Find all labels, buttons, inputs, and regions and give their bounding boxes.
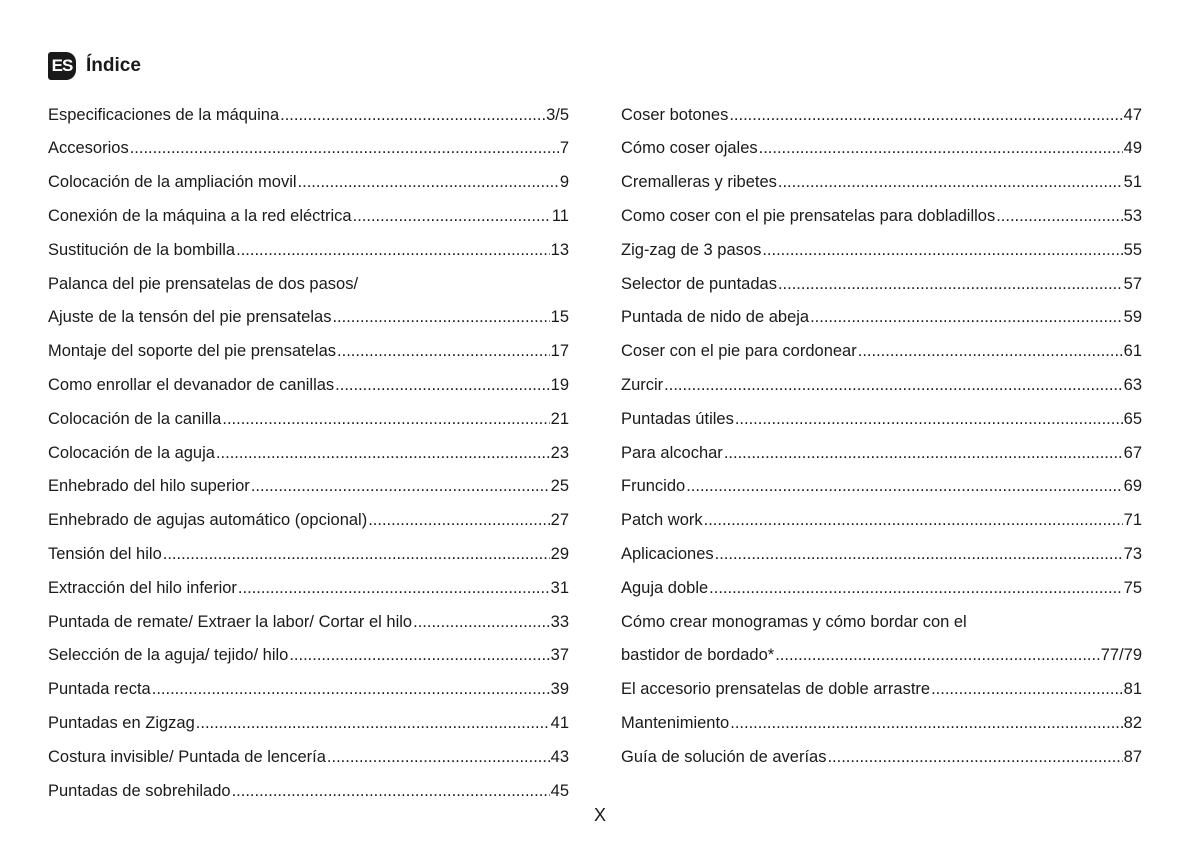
toc-entry-page: 19 [550,376,569,395]
toc-entry[interactable] [621,335,1142,369]
toc-entry-label: Ajuste de la tensón del pie prensatelas [48,308,332,327]
dot-leader [163,546,550,563]
toc-entry-label: Costura invisible/ Puntada de lencería [48,747,326,766]
toc-entry[interactable] [48,436,569,470]
dot-leader [337,343,550,360]
dot-leader [196,715,550,732]
dot-leader [413,614,550,631]
toc-entry[interactable] [48,740,569,774]
toc-entry[interactable] [621,402,1142,436]
toc-entry-page: 41 [550,713,569,732]
toc-entry-label: Tensión del hilo [48,545,162,563]
toc-entry[interactable] [48,605,569,639]
toc-entry-page: 87 [1123,747,1142,766]
dot-leader [759,140,1123,157]
toc-entry[interactable] [621,673,1142,707]
toc-entry-page: 55 [1123,240,1142,259]
toc-entry[interactable] [48,402,569,436]
toc-entry[interactable] [621,436,1142,470]
toc-entry[interactable] [48,537,569,571]
page-header [48,52,141,80]
language-badge: ES [48,52,76,80]
toc-entry[interactable] [48,132,569,166]
toc-entry-page: 73 [1123,545,1142,563]
toc-entry[interactable] [621,571,1142,605]
toc-entry[interactable] [48,774,569,808]
toc-entry-page: 69 [1123,477,1142,496]
toc-entry-label: Colocación de la ampliación movil [48,173,297,192]
toc-entry-label: Puntada de remate/ Extraer la labor/ Cortar el hilo [48,612,413,631]
page-title: Índice [86,55,141,76]
toc-entry-label: Puntada recta [48,680,151,699]
toc-entry[interactable] [48,199,569,233]
dot-leader [775,647,1100,664]
toc-entry[interactable] [48,571,569,605]
toc-entry-label: Patch work [621,511,703,530]
toc-entry-label: Para alcochar [621,443,723,462]
toc-entry[interactable] [48,368,569,402]
dot-leader [353,208,551,225]
toc-entry-label: Como enrollar el devanador de canillas [48,376,335,395]
toc-entry[interactable] [621,98,1142,132]
toc-entry-page: 17 [550,342,569,361]
toc-entry[interactable] [621,706,1142,740]
toc-entry-page: 61 [1123,342,1142,361]
dot-leader [664,377,1122,394]
dot-leader [130,140,559,157]
toc-entry-page: 45 [550,781,569,800]
toc-column-right [621,98,1142,774]
toc-entry-label: Como coser con el pie prensatelas para dobladillos [621,207,996,226]
toc-entry[interactable] [48,639,569,673]
dot-leader [709,580,1122,597]
toc-entry-page: 13 [550,240,569,259]
toc-entry[interactable] [621,267,1142,301]
toc-entry-page: 21 [550,409,569,428]
dot-leader [715,546,1123,563]
toc-entry[interactable] [48,267,569,301]
page-number: X [593,805,606,825]
toc-entry[interactable] [621,368,1142,402]
toc-entry[interactable] [48,335,569,369]
toc-entry[interactable] [621,233,1142,267]
toc-entry-label: Puntadas útiles [621,409,734,428]
toc-entry-page: 65 [1123,409,1142,428]
dot-leader [298,174,559,191]
toc-entry-page: 15 [550,308,569,327]
toc-entry-page: 57 [1123,274,1142,293]
toc-entry-label: Extracción del hilo inferior [48,578,237,597]
toc-entry-label: Cómo crear monogramas y cómo bordar con el [621,612,967,631]
toc-entry-page: 47 [1123,105,1142,124]
dot-leader [996,208,1122,225]
toc-entry-label: Selección de la aguja/ tejido/ hilo [48,646,289,665]
toc-entry[interactable] [621,166,1142,200]
toc-entry-label: Cremalleras y ribetes [621,173,777,192]
dot-leader [152,681,550,698]
toc-entry-page: 53 [1123,207,1142,226]
toc-entry-page: 29 [550,545,569,563]
toc-entry-label: Fruncido [621,477,686,496]
toc-column-left [48,98,569,808]
toc-entry-label: Conexión de la máquina a la red eléctrica [48,207,352,226]
dot-leader [236,242,550,259]
dot-leader [686,478,1122,495]
toc-entry-label: Coser botones [621,105,729,124]
dot-leader [280,107,545,124]
dot-leader [827,749,1122,766]
toc-entry-label: El accesorio prensatelas de doble arrastre [621,680,931,699]
toc-entry[interactable] [48,706,569,740]
toc-entry-page: 67 [1123,443,1142,462]
toc-entry-label: Puntadas en Zigzag [48,713,195,732]
dot-leader [232,783,550,800]
toc-entry-page: 71 [1123,511,1142,530]
toc-entry-label: Palanca del pie prensatelas de dos pasos/ [48,274,359,293]
toc-entry-page: 49 [1123,139,1142,158]
toc-entry-label: Cómo coser ojales [621,139,758,158]
toc-entry-page: 7 [559,139,569,158]
dot-leader [729,107,1122,124]
toc-entry-page: 27 [550,511,569,530]
toc-entry-label: bastidor de bordado* [621,646,775,665]
toc-entry-page: 11 [551,207,569,226]
toc-entry-page: 25 [550,477,569,496]
toc-entry[interactable] [48,470,569,504]
toc-entry-label: Zurcir [621,376,664,395]
toc-entry-page: 43 [550,747,569,766]
toc-entry-label: Puntada de nido de abeja [621,308,810,327]
toc-entry[interactable] [48,504,569,538]
toc-entry-label: Guía de solución de averías [621,747,827,766]
dot-leader [778,174,1123,191]
dot-leader [778,276,1123,293]
toc-entry[interactable] [48,233,569,267]
dot-leader [931,681,1123,698]
toc-entry[interactable] [621,605,1142,639]
dot-leader [704,512,1123,529]
toc-entry-label: Especificaciones de la máquina [48,105,280,124]
toc-entry[interactable] [621,199,1142,233]
dot-leader [238,580,550,597]
toc-entry[interactable] [48,166,569,200]
toc-entry-page: 82 [1123,713,1142,732]
toc-entry-label: Puntadas de sobrehilado [48,781,231,800]
dot-leader [335,377,549,394]
dot-leader [251,478,550,495]
toc-entry-label: Mantenimiento [621,713,730,732]
toc-entry-page: 77/79 [1100,646,1142,665]
toc-entry[interactable] [621,639,1142,673]
toc-entry-label: Zig-zag de 3 pasos [621,240,762,259]
dot-leader [724,445,1123,462]
toc-entry[interactable] [48,98,569,132]
toc-entry-page: 9 [559,173,569,192]
toc-entry-label: Colocación de la canilla [48,409,222,428]
dot-leader [216,445,550,462]
dot-leader [858,343,1123,360]
toc-entry-label: Selector de puntadas [621,274,777,293]
toc-entry[interactable] [621,504,1142,538]
toc-entry-label: Enhebrado del hilo superior [48,477,250,496]
dot-leader [735,411,1123,428]
toc-entry-label: Aguja doble [621,578,709,597]
toc-entry[interactable] [621,740,1142,774]
dot-leader [332,309,549,326]
toc-entry[interactable] [621,537,1142,571]
toc-entry-label: Colocación de la aguja [48,443,215,462]
toc-entry-page: 81 [1123,680,1142,699]
toc-entry-label: Sustitución de la bombilla [48,240,236,259]
toc-entry-label: Accesorios [48,139,129,158]
toc-entry-page: 3/5 [546,105,569,124]
toc-entry[interactable] [621,470,1142,504]
toc-entry-page: 59 [1123,308,1142,327]
dot-leader [730,715,1122,732]
dot-leader [368,512,549,529]
toc-entry-page: 37 [550,646,569,665]
toc-entry-page: 23 [550,443,569,462]
toc-entry-page: 75 [1123,578,1142,597]
toc-entry-page: 31 [550,578,569,597]
dot-leader [222,411,549,428]
toc-entry-page: 39 [550,680,569,699]
toc-entry-label: Montaje del soporte del pie prensatelas [48,342,337,361]
dot-leader [289,647,549,664]
dot-leader [762,242,1122,259]
toc-entry[interactable] [48,673,569,707]
toc-entry-label: Coser con el pie para cordonear [621,342,857,361]
toc-entry-label: Enhebrado de agujas automático (opcional) [48,511,368,530]
toc-entry-page: 63 [1123,376,1142,395]
toc-entry[interactable] [48,301,569,335]
toc-entry-label: Aplicaciones [621,545,714,563]
toc-entry-page: 33 [550,612,569,631]
toc-entry[interactable] [621,301,1142,335]
toc-entry-page: 51 [1123,173,1142,192]
dot-leader [327,749,550,766]
toc-entry[interactable] [621,132,1142,166]
dot-leader [810,309,1123,326]
